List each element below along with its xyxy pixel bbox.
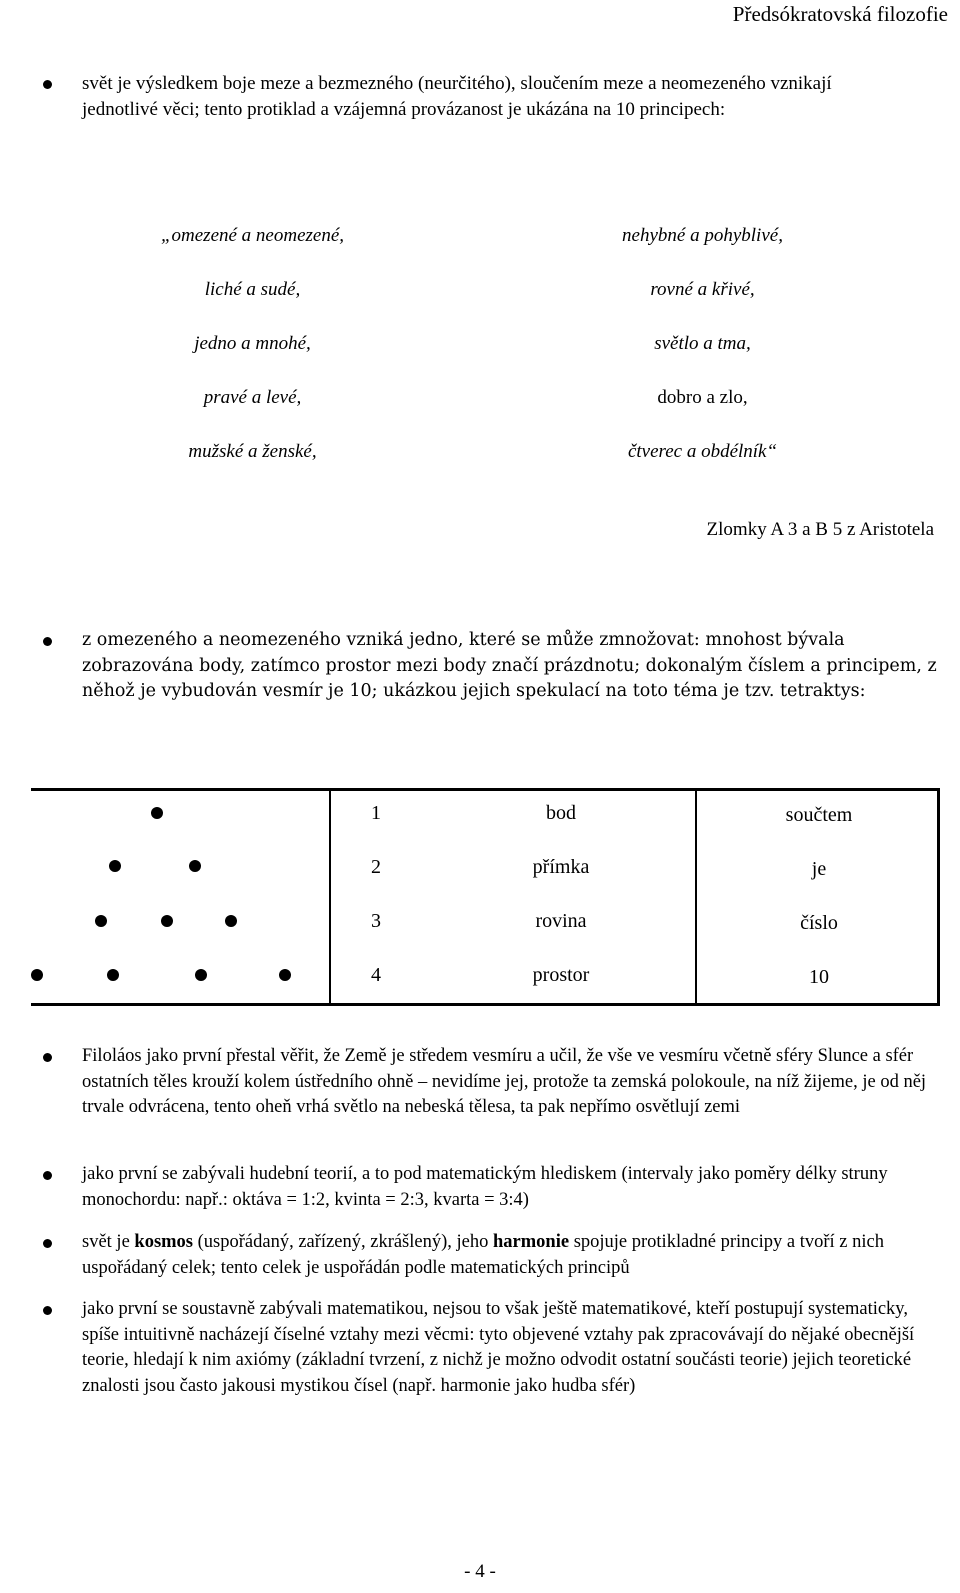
principle-pair: nehybné a pohyblivé,: [622, 225, 783, 246]
row-name: přímka: [532, 856, 590, 878]
principle-pair: „omezené a neomezené,: [160, 225, 345, 246]
math-text: jako první se soustavně zabývali matematikou, nejsou to však ještě matematikové, kteří postupují systematicky, spíše intuitivně nacházejí číselné vztahy mezi věcmi: tyto objevené vztahy pak zpracovávají do nějaké obecnější teorie, hledají k nim axiómy (základní tvrzení, z nichž je možno odvodit ostatní součásti teorie) jejich teoretické znalosti jsou často jakousi mystikou čísel (např. harmonie jako hudba sfér): [82, 1299, 915, 1396]
row-number: 1: [371, 802, 381, 824]
math-bullet: [82, 1297, 942, 1399]
principle-pair: pravé a levé,: [203, 387, 302, 408]
row-number: 2: [371, 856, 381, 878]
row-note: součtem: [785, 804, 853, 826]
tetraktys-dot: [225, 915, 237, 927]
table-divider: [329, 788, 331, 1006]
tetraktys-dot: [195, 969, 207, 981]
tetraktys-dot: [161, 915, 173, 927]
row-name: prostor: [532, 964, 590, 986]
tetraktys-intro-text: z omezeného a neomezeného vzniká jedno, které se může zmnožovat: mnohost bývala zobrazována body, zatímco prostor mezi body značí prázdnotu; dokonalým číslem a principem, z něhož je vybudován vesmír je 10; ukázkou jejich spekulací na toto téma je tzv. tetraktys:: [82, 630, 937, 701]
intro-text: svět je výsledkem boje meze a bezmezného (neurčitého), sloučením meze a neomezeného vznikají jednotlivé věci; tento protiklad a vzájemná provázanost je ukázána na 10 principech:: [82, 73, 832, 120]
tetraktys-dot: [279, 969, 291, 981]
kosmos-text-pre: svět je: [82, 1232, 135, 1252]
tetraktys-dot: [31, 969, 43, 981]
page-header: Předsókratovská filozofie: [732, 2, 948, 26]
principles-left-column: [120, 225, 385, 495]
intro-bullet: [82, 71, 882, 122]
row-note: 10: [809, 966, 829, 988]
filolaos-text: Filoláos jako první přestal věřit, že Země je středem vesmíru a učil, že vše ve vesmíru včetně sféry Slunce a sfér ostatních těles krouží kolem ústředního ohně – nevidíme jej, protože ta zemská polokoule, na níž žijeme, je od něj trvale odvrácena, tento oheň vrhá světlo na nebeská tělesa, ta pak nepřímo osvětlují zemi: [82, 1046, 927, 1117]
row-note: je: [811, 858, 827, 880]
principle-pair: čtverec a obdélník“: [627, 441, 778, 462]
music-text: jako první se zabývali hudební teorií, a to pod matematickým hlediskem (intervaly jako poměry délky struny monochordu: např.: oktáva = 1:2, kvinta = 2:3, kvarta = 3:4): [82, 1164, 888, 1210]
tetraktys-table: [31, 788, 940, 1006]
page-number: - 4 -: [464, 1561, 496, 1582]
filolaos-bullet: [82, 1044, 942, 1121]
tetraktys-dot: [151, 807, 163, 819]
kosmos-text-post: spojuje protikladné principy a tvoří z nich uspořádaný celek; tento celek je uspořádán podle matematických principů: [82, 1232, 884, 1278]
tetraktys-dot: [107, 969, 119, 981]
bullet-icon: [43, 1053, 52, 1062]
bullet-icon: [43, 80, 52, 89]
music-bullet: [82, 1162, 942, 1213]
tetraktys-dot: [189, 860, 201, 872]
principle-pair: dobro a zlo,: [657, 387, 748, 408]
principle-pair: jedno a mnohé,: [194, 333, 311, 354]
principles-right-column: [570, 225, 835, 495]
row-number: 4: [371, 964, 381, 986]
row-name: rovina: [535, 910, 587, 932]
principle-pair: rovné a křivé,: [650, 279, 755, 300]
tetraktys-intro-bullet: [82, 628, 942, 705]
tetraktys-dot: [109, 860, 121, 872]
bullet-icon: [43, 1171, 52, 1180]
tetraktys-dot: [95, 915, 107, 927]
bullet-icon: [43, 637, 52, 646]
principle-pair: liché a sudé,: [204, 279, 301, 300]
kosmos-text-mid: (uspořádaný, zařízený, zkrášlený), jeho: [193, 1232, 493, 1252]
kosmos-bullet: [82, 1230, 942, 1281]
table-divider: [695, 788, 697, 1006]
principle-pair: mužské a ženské,: [188, 441, 317, 462]
quote-source: Zlomky A 3 a B 5 z Aristotela: [706, 519, 934, 540]
principle-pair: světlo a tma,: [654, 333, 751, 354]
harmonie-term: harmonie: [493, 1232, 570, 1252]
kosmos-term: kosmos: [134, 1232, 194, 1252]
row-note: číslo: [800, 912, 838, 934]
row-name: bod: [546, 802, 576, 824]
row-number: 3: [371, 910, 381, 932]
bullet-icon: [43, 1306, 52, 1315]
bullet-icon: [43, 1239, 52, 1248]
